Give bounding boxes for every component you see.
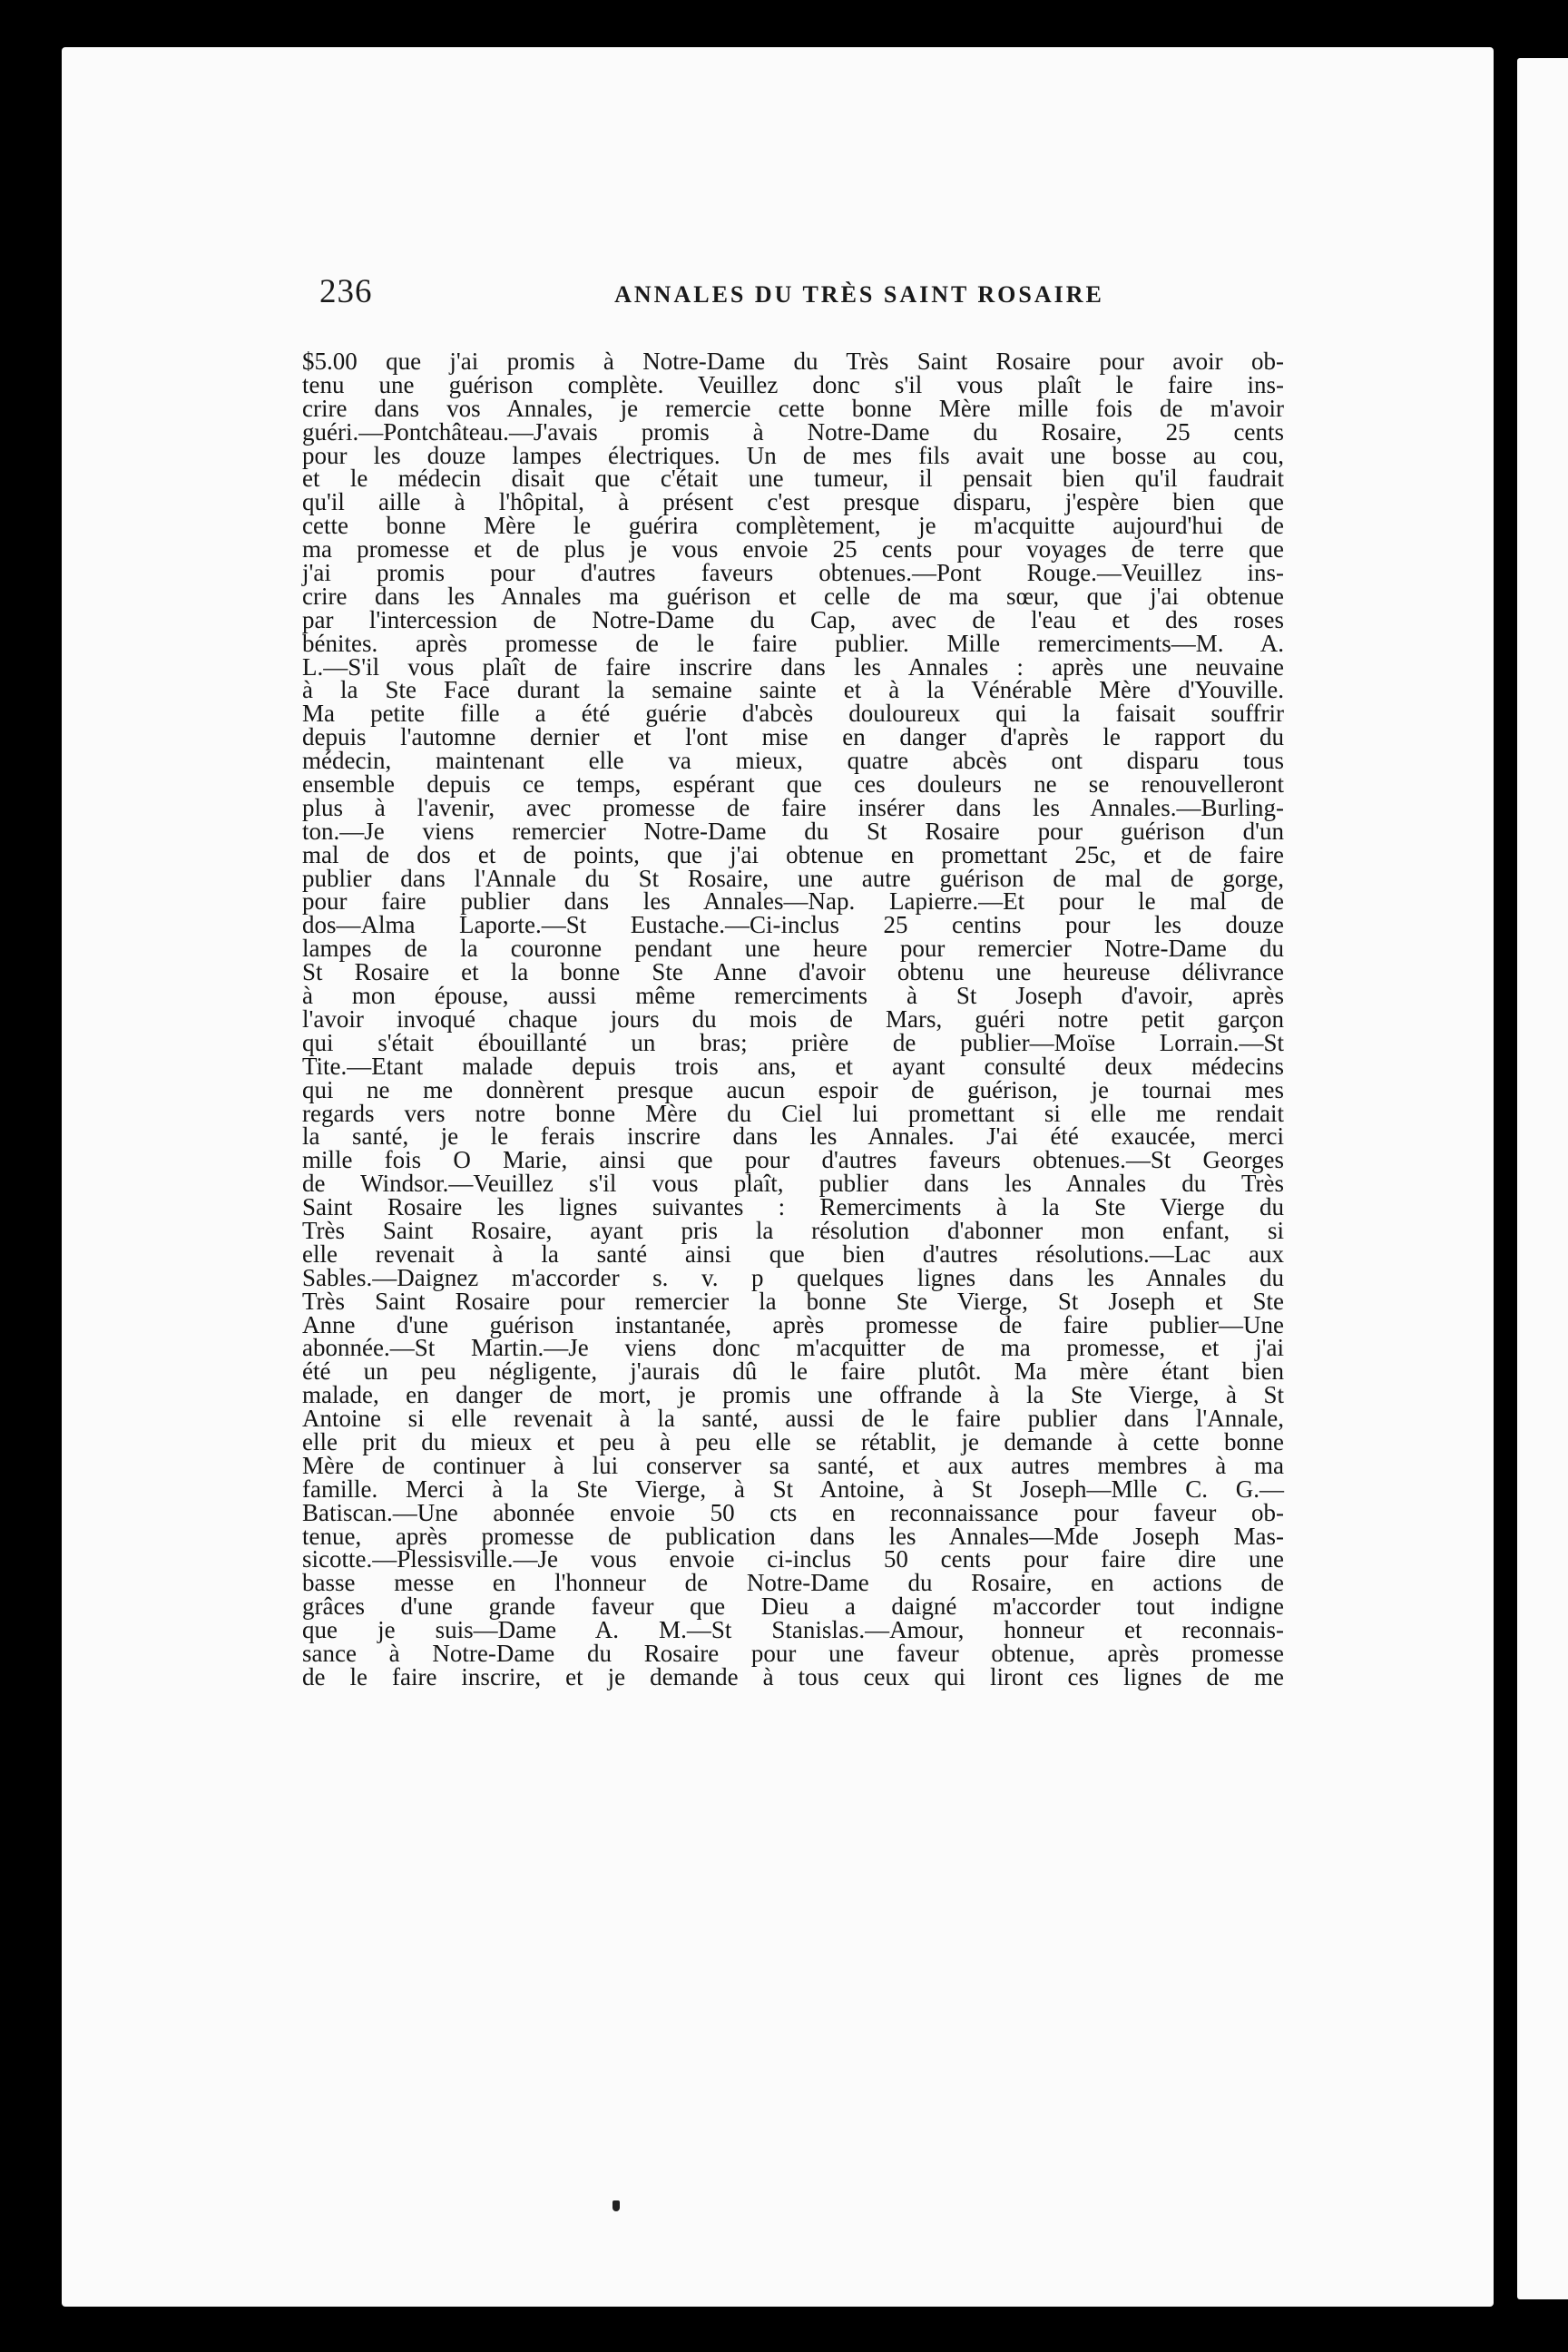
text-line: par l'intercession de Notre-Dame du Cap, avec de l'eau et des roses [302,605,1284,633]
text-line: dos—Alma Laporte.—St Eustache.—Ci-inclus 25 centins pour les douze [302,911,1284,939]
text-line: sicotte.—Plessisville.—Je vous envoie ci-inclus 50 cents pour faire dire une [302,1545,1284,1573]
text-line: mal de dos et de points, que j'ai obtenue en promettant 25c, et de faire [302,840,1284,868]
text-line: pour faire publier dans les Annales—Nap. Lapierre.—Et pour le mal de [302,887,1284,916]
body-text [302,350,1284,1690]
text-line: regards vers notre bonne Mère du Ciel lui promettant si elle me rendait [302,1099,1284,1127]
text-line: pour les douze lampes électriques. Un de mes fils avait une bosse au cou, [302,441,1284,469]
text-line: et le médecin disait que c'était une tumeur, il pensait bien qu'il faudrait [302,465,1284,493]
text-line: publier dans l'Annale du St Rosaire, une autre guérison de mal de gorge, [302,864,1284,892]
page-header [319,272,1290,318]
text-line: L.—S'il vous plaît de faire inscrire dans les Annales : après une neuvaine [302,652,1284,681]
text-line: Très Saint Rosaire, ayant pris la résolution d'abonner mon enfant, si [302,1216,1284,1244]
text-line: j'ai promis pour d'autres faveurs obtenues.—Pont Rouge.—Veuillez ins- [302,559,1284,587]
text-line: plus à l'avenir, avec promesse de faire insérer dans les Annales.—Burling- [302,793,1284,821]
text-line: Très Saint Rosaire pour remercier la bonne Ste Vierge, St Joseph et Ste [302,1287,1284,1315]
footer-mark [612,2200,620,2211]
text-line: qu'il aille à l'hôpital, à présent c'est presque disparu, j'espère bien que [302,488,1284,516]
text-line: ton.—Je viens remercier Notre-Dame du St Rosaire pour guérison d'un [302,817,1284,845]
adjacent-page-edge [1517,58,1568,2299]
text-line: St Rosaire et la bonne Ste Anne d'avoir obtenu une heureuse délivrance [302,958,1284,986]
text-line: elle revenait à la santé ainsi que bien d'autres résolutions.—Lac aux [302,1240,1284,1268]
text-line: ensemble depuis ce temps, espérant que ces douleurs ne se renouvelleront [302,770,1284,799]
text-line: depuis l'automne dernier et l'ont mise en danger d'après le rapport du [302,723,1284,751]
text-line: crire dans vos Annales, je remercie cette bonne Mère mille fois de m'avoir [302,394,1284,422]
text-line: crire dans les Annales ma guérison et celle de ma sœur, que j'ai obtenue [302,582,1284,610]
text-line: elle prit du mieux et peu à peu elle se rétablit, je demande à cette bonne [302,1427,1284,1455]
page-number: 236 [319,273,373,310]
text-line: basse messe en l'honneur de Notre-Dame du Rosaire, en actions de [302,1569,1284,1597]
text-line: Batiscan.—Une abonnée envoie 50 cts en reconnaissance pour faveur ob- [302,1498,1284,1526]
text-line: Sables.—Daignez m'accorder s. v. p quelques lignes dans les Annales du [302,1263,1284,1291]
text-line: Saint Rosaire les lignes suivantes : Remerciments à la Ste Vierge du [302,1193,1284,1221]
text-line: tenue, après promesse de publication dans les Annales—Mde Joseph Mas- [302,1522,1284,1550]
text-line: grâces d'une grande faveur que Dieu a daigné m'accorder tout indigne [302,1592,1284,1621]
text-line: malade, en danger de mort, je promis une offrande à la Ste Vierge, à St [302,1381,1284,1409]
text-line: Antoine si elle revenait à la santé, aussi de le faire publier dans l'Annale, [302,1405,1284,1433]
text-line: lampes de la couronne pendant une heure pour remercier Notre-Dame du [302,935,1284,963]
text-line: Anne d'une guérison instantanée, après promesse de faire publier—Une [302,1310,1284,1338]
text-line: qui ne me donnèrent presque aucun espoir de guérison, je tournai mes [302,1075,1284,1103]
text-line: Mère de continuer à lui conserver sa santé, et aux autres membres à ma [302,1451,1284,1479]
text-line: l'avoir invoqué chaque jours du mois de Mars, guéri notre petit garçon [302,1004,1284,1033]
text-line: à la Ste Face durant la semaine sainte et à la Vénérable Mère d'Youville. [302,676,1284,704]
text-line: de le faire inscrire, et je demande à tous ceux qui liront ces lignes de me [302,1662,1284,1690]
text-line: ma promesse et de plus je vous envoie 25 cents pour voyages de terre que [302,535,1284,564]
text-line: famille. Merci à la Ste Vierge, à St Antoine, à St Joseph—Mlle C. G.— [302,1475,1284,1503]
text-line: médecin, maintenant elle va mieux, quatre abcès ont disparu tous [302,747,1284,775]
text-line: Ma petite fille a été guérie d'abcès douloureux qui la faisait souffrir [302,700,1284,728]
text-line: mille fois O Marie, ainsi que pour d'autres faveurs obtenues.—St Georges [302,1146,1284,1174]
text-line: bénites. après promesse de le faire publier. Mille remerciments—M. A. [302,629,1284,657]
text-line: qui s'était ébouillanté un bras; prière de publier—Moïse Lorrain.—St [302,1028,1284,1056]
text-line: la santé, je le ferais inscrire dans les Annales. J'ai été exaucée, merci [302,1122,1284,1151]
text-line: tenu une guérison complète. Veuillez donc s'il vous plaît le faire ins- [302,370,1284,398]
running-title: ANNALES DU TRÈS SAINT ROSAIRE [614,281,1104,308]
text-line: de Windsor.—Veuillez s'il vous plaît, publier dans les Annales du Très [302,1170,1284,1198]
text-line: $5.00 que j'ai promis à Notre-Dame du Très Saint Rosaire pour avoir ob- [302,348,1284,375]
text-line: abonnée.—St Martin.—Je viens donc m'acquitter de ma promesse, et j'ai [302,1334,1284,1362]
text-line: Tite.—Etant malade depuis trois ans, et ayant consulté deux médecins [302,1052,1284,1080]
text-line: guéri.—Pontchâteau.—J'avais promis à Notre-Dame du Rosaire, 25 cents [302,417,1284,446]
text-line: cette bonne Mère le guérira complètement, je m'acquitte aujourd'hui de [302,512,1284,540]
text-line: sance à Notre-Dame du Rosaire pour une faveur obtenue, après promesse [302,1639,1284,1667]
text-line: été un peu négligente, j'aurais dû le faire plutôt. Ma mère étant bien [302,1357,1284,1386]
text-line: que je suis—Dame A. M.—St Stanislas.—Amour, honneur et reconnais- [302,1616,1284,1644]
text-line: à mon épouse, aussi même remerciments à St Joseph d'avoir, après [302,982,1284,1010]
